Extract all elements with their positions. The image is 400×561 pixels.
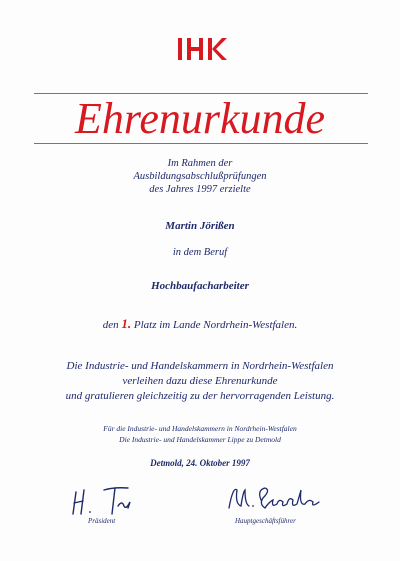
issuer-text: [0, 423, 400, 445]
occupation-label: in dem Beruf: [172, 247, 228, 258]
intro-line-3: des Jahres 1997 erzielte: [149, 184, 251, 195]
statement-line-1: Die Industrie- und Handelskammern in Nordrhein-Westfalen: [66, 360, 334, 372]
issuer-line-2: Die Industrie- und Handelskammer Lippe zu Detmold: [119, 435, 281, 444]
certificate-title: Ehrenurkunde: [74, 94, 326, 143]
statement-line-3: und gratulieren gleichzeitig zu der hervorragenden Leistung.: [65, 390, 335, 402]
occupation: Hochbaufacharbeiter: [151, 280, 249, 292]
managing-director-signature: [225, 478, 325, 518]
issuer-line-1: Für die Industrie- und Handelskammern in Nordrhein-Westfalen: [103, 424, 297, 433]
intro-text: [0, 157, 400, 196]
placement-rank: 1.: [121, 316, 132, 331]
intro-line-1: Im Rahmen der: [167, 158, 233, 169]
managing-director-role: Hauptgeschäftsführer: [235, 517, 296, 525]
recipient-name: Martin Jörißen: [165, 220, 235, 232]
president-signature: [70, 478, 140, 520]
statement-line-2: verleihen dazu diese Ehrenurkunde: [122, 375, 278, 387]
ihk-logo: [174, 36, 228, 62]
placement-text: [0, 316, 400, 332]
award-statement: [0, 359, 400, 404]
president-role: Präsident: [88, 517, 116, 525]
placement-prefix: den: [102, 319, 119, 331]
title-bottom-rule: [34, 143, 368, 144]
ihk-logo-icon: [174, 36, 228, 62]
issue-date: Detmold, 24. Oktober 1997: [150, 458, 250, 468]
intro-line-2: Ausbildungsabschlußprüfungen: [133, 171, 267, 182]
placement-suffix: Platz im Lande Nordrhein-Westfalen.: [133, 319, 298, 331]
